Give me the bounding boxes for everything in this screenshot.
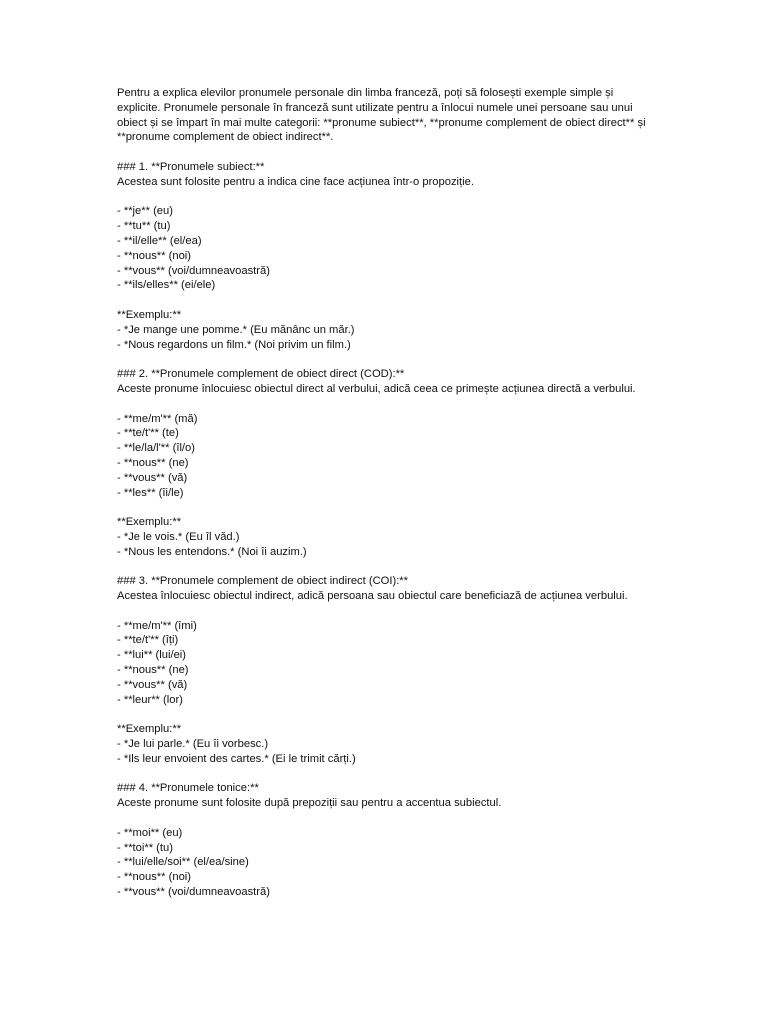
example-item: - *Je mange une pomme.* (Eu mănânc un măr.) [117, 323, 355, 336]
spacer [117, 604, 657, 619]
section-description: Acestea înlocuiesc obiectul indirect, adică persoana sau obiectul care beneficiază de acțiunea verbului. [117, 590, 628, 603]
example-label: **Exemplu:** [117, 723, 182, 736]
spacer [117, 397, 657, 412]
spacer [117, 767, 657, 782]
spacer [117, 190, 657, 205]
spacer [117, 500, 657, 515]
example-item: - *Nous regardons un film.* (Noi privim un film.) [117, 338, 351, 351]
list-item: - **je** (eu) [117, 205, 173, 218]
list-item: - **ils/elles** (ei/ele) [117, 279, 216, 292]
list-item: - **vous** (vă) [117, 678, 188, 691]
spacer [117, 352, 657, 367]
example-item: - *Je le vois.* (Eu îl văd.) [117, 530, 240, 543]
list-item: - **leur** (lor) [117, 693, 183, 706]
example-item: - *Nous les entendons.* (Noi îi auzim.) [117, 545, 307, 558]
section-heading: ### 4. **Pronumele tonice:** [117, 782, 259, 795]
list-item: - **lui** (lui/ei) [117, 649, 187, 662]
section-heading: ### 2. **Pronumele complement de obiect direct (COD):** [117, 368, 405, 381]
list-item: - **te/t'** (îți) [117, 634, 179, 647]
list-item: - **nous** (ne) [117, 456, 189, 469]
list-item: - **le/la/l'** (îl/o) [117, 442, 195, 455]
list-item: - **me/m'** (mă) [117, 412, 198, 425]
list-item: - **nous** (ne) [117, 664, 189, 677]
list-item: - **vous** (voi/dumneavoastră) [117, 264, 270, 277]
section-heading: ### 1. **Pronumele subiect:** [117, 160, 265, 173]
document-body [117, 86, 657, 900]
list-item: - **toi** (tu) [117, 841, 173, 854]
spacer [117, 145, 657, 160]
example-label: **Exemplu:** [117, 308, 182, 321]
spacer [117, 707, 657, 722]
list-item: - **nous** (noi) [117, 249, 191, 262]
list-item: - **il/elle** (el/ea) [117, 234, 202, 247]
list-item: - **les** (îi/le) [117, 486, 184, 499]
list-item: - **vous** (vă) [117, 471, 188, 484]
intro-paragraph: Pentru a explica elevilor pronumele personale din limba franceză, poți să folosești exemple simple și explicite. Pronumele personale în franceză sunt utilizate pentru a înlocui numele unei persoane sau unui obiect și se împart în mai multe categorii: **pronume subiect**, **pronume complement de obiect direct** și **pronume complement de obiect indirect**. [117, 87, 649, 144]
example-label: **Exemplu:** [117, 516, 182, 529]
list-item: - **te/t'** (te) [117, 427, 179, 440]
section-description: Aceste pronume sunt folosite după prepoziții sau pentru a accentua subiectul. [117, 797, 502, 810]
list-item: - **lui/elle/soi** (el/ea/sine) [117, 856, 249, 869]
section-heading: ### 3. **Pronumele complement de obiect indirect (COI):** [117, 575, 409, 588]
section-description: Aceste pronume înlocuiesc obiectul direct al verbului, adică ceea ce primește acțiunea directă a verbului. [117, 382, 636, 395]
section-description: Acestea sunt folosite pentru a indica cine face acțiunea într-o propoziție. [117, 175, 474, 188]
list-item: - **vous** (voi/dumneavoastră) [117, 886, 270, 899]
list-item: - **tu** (tu) [117, 220, 171, 233]
example-item: - *Ils leur envoient des cartes.* (Ei le trimit cărți.) [117, 752, 356, 765]
list-item: - **nous** (noi) [117, 871, 191, 884]
spacer [117, 811, 657, 826]
list-item: - **moi** (eu) [117, 826, 183, 839]
spacer [117, 293, 657, 308]
example-item: - *Je lui parle.* (Eu îi vorbesc.) [117, 738, 269, 751]
list-item: - **me/m'** (îmi) [117, 619, 197, 632]
spacer [117, 560, 657, 575]
